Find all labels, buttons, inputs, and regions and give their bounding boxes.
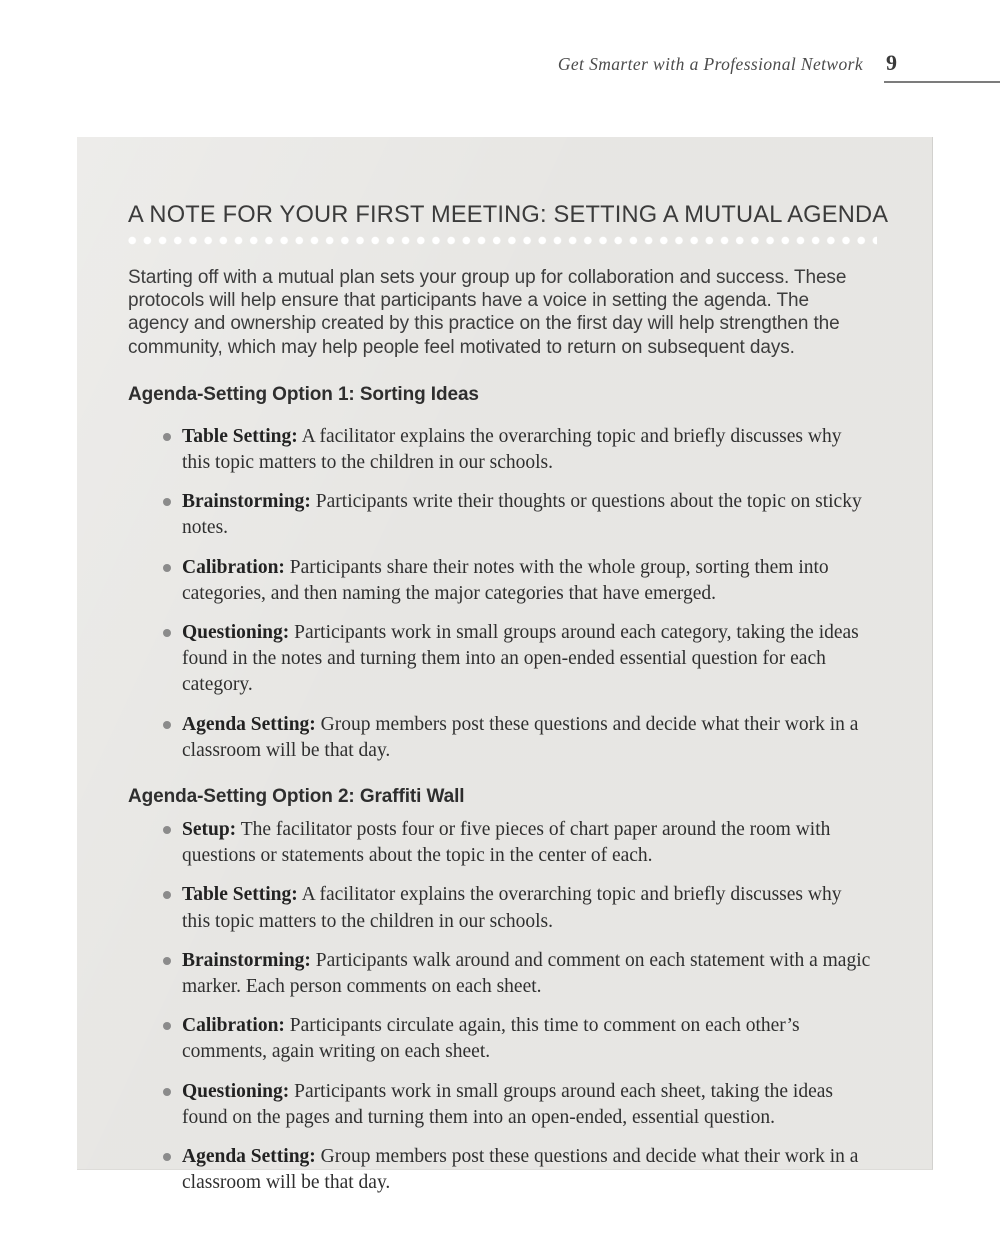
bullet-icon	[163, 629, 171, 637]
bullet-icon	[163, 891, 171, 899]
item-term: Table Setting:	[182, 425, 298, 447]
bullet-icon	[163, 433, 171, 441]
item-term: Questioning:	[182, 622, 290, 644]
item-term: Table Setting:	[182, 884, 298, 906]
item-text: Participants work in small groups around each category, taking the ideas found in the notes and turning them into an open-ended essential question for each category.	[182, 622, 859, 696]
header-rule	[884, 81, 1000, 83]
item-term: Brainstorming:	[182, 949, 311, 971]
protocol-list	[128, 817, 874, 1196]
section-heading: Agenda-Setting Option 2: Graffiti Wall	[128, 786, 465, 808]
running-title: Get Smarter with a Professional Network	[557, 54, 863, 74]
note-title: A NOTE FOR YOUR FIRST MEETING: SETTING A MUTUAL AGENDA	[128, 201, 889, 228]
agenda-section	[128, 786, 874, 1196]
protocol-list	[128, 424, 874, 764]
bullet-icon	[163, 721, 171, 729]
list-item	[163, 620, 874, 699]
item-text: Participants walk around and comment on each statement with a magic marker. Each person comments on each sheet.	[182, 949, 871, 998]
bullet-icon	[163, 1022, 171, 1030]
section-heading: Agenda-Setting Option 1: Sorting Ideas	[128, 383, 479, 405]
list-item	[163, 1079, 874, 1131]
sections-container	[128, 384, 874, 1197]
list-item	[163, 489, 874, 541]
item-term: Calibration:	[182, 556, 285, 578]
bullet-icon	[163, 826, 171, 834]
list-item	[163, 948, 874, 1000]
item-text: Group members post these questions and decide what their work in a classroom will be that day.	[182, 1146, 859, 1194]
item-text: Participants work in small groups around each sheet, taking the ideas found on the pages and turning them into an open-ended, essential question.	[182, 1080, 833, 1128]
list-item	[163, 555, 874, 607]
dotted-divider	[128, 236, 877, 245]
list-item	[163, 1144, 874, 1196]
item-text: Participants write their thoughts or questions about the topic on sticky notes.	[182, 491, 862, 539]
list-item	[163, 817, 874, 869]
page-header	[558, 50, 897, 76]
bullet-icon	[163, 564, 171, 572]
item-text: A facilitator explains the overarching topic and briefly discusses why this topic matters to the children in our schools.	[182, 425, 842, 474]
intro-paragraph: Starting off with a mutual plan sets your group up for collaboration and success. These protocols will help ensure that participants have a voice in setting the agenda. The agency and ownership created by this practice on the first day will help strengthen the community, which may help people feel motivated to return on subsequent days.	[128, 267, 847, 358]
note-box	[77, 137, 933, 1194]
list-item	[163, 712, 874, 764]
bullet-icon	[163, 1088, 171, 1096]
list-item	[163, 424, 874, 476]
list-item	[163, 882, 874, 934]
item-term: Agenda Setting:	[182, 713, 316, 735]
item-text: Participants share their notes with the whole group, sorting them into categories, and then naming the major categories that have emerged.	[182, 556, 829, 604]
bullet-icon	[163, 498, 171, 506]
item-text: A facilitator explains the overarching topic and briefly discusses why this topic matters to the children in our schools.	[182, 884, 842, 932]
agenda-section	[128, 384, 874, 764]
item-text: Participants circulate again, this time to comment on each other’s comments, again writing on each sheet.	[182, 1015, 800, 1063]
item-term: Questioning:	[182, 1080, 290, 1102]
list-item	[163, 1013, 874, 1065]
item-term: Brainstorming:	[182, 491, 311, 513]
bullet-icon	[163, 1153, 171, 1161]
item-text: The facilitator posts four or five pieces of chart paper around the room with questions or statements about the topic in the center of each.	[182, 819, 831, 867]
page-number: 9	[886, 50, 897, 75]
item-text: Group members post these questions and decide what their work in a classroom will be that day.	[182, 713, 859, 761]
item-term: Agenda Setting:	[182, 1146, 316, 1168]
bullet-icon	[163, 957, 171, 965]
item-term: Calibration:	[182, 1015, 285, 1037]
item-term: Setup:	[182, 819, 237, 841]
